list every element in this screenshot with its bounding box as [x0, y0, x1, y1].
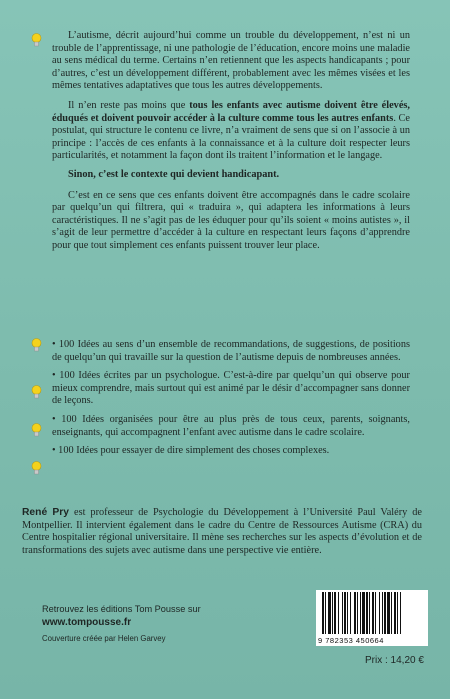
author-name: René Pry — [22, 507, 70, 518]
list-item: • 100 Idées pour essayer de dire simplement des choses complexes. — [52, 445, 330, 457]
lightbulb-icon — [31, 385, 42, 400]
intro-paragraph-4: C’est en ce sens que ces enfants doivent être accompagnés dans le cadre scolaire par quelqu’un qui filtrera, qui « traduira », qui adaptera les informations à leurs caractéristiques. Il ne s’agit pas de les éduquer pour qu’ils soient « moins autistes », il s’agit de leur permettre d’accéder à la culture en respectant leurs façons d’apprendre pour que tout simplement ces enfants puissent trouver leur place. — [52, 189, 410, 251]
list-item: • 100 Idées au sens d’un ensemble de recommandations, de suggestions, de positions de quelqu’un qui travaille sur la question de l’autisme depuis de nombreuses années. — [52, 339, 410, 363]
lightbulb-icon — [31, 33, 42, 48]
lightbulb-icon — [31, 461, 42, 476]
intro-paragraph-2-start: Il n’en reste pas moins que — [68, 99, 190, 111]
lightbulb-icon — [31, 423, 42, 438]
barcode-digits: 9 782353 450664 — [318, 636, 384, 645]
footer-retrouvez: Retrouvez les éditions Tom Pousse sur — [42, 604, 201, 614]
price: Prix : 14,20 € — [365, 655, 424, 666]
author-bio-text: est professeur de Psychologie du Développement à l’Université Paul Valéry de Montpellier. Il intervient également dans le cadre du Centre de Ressources Autisme (CRA) du Centre hospitalier régional universitaire. Il mène ses recherches sur les aspects d’évolution et de transformations des sujets avec autisme dans une perspective vie entière. — [22, 507, 422, 556]
idea-list — [52, 339, 410, 464]
intro-paragraph-2-end: . Ce postulat, qui structure le contenu ce livre, n’a vraiment de sens que si on l’associe à un principe : l’accès de ces enfants à la connaissance et à la culture doit respecter leurs particularités, et notamment la façon dont ils traitent l’information et le langage. — [52, 112, 410, 162]
cover-credit: Couverture créée par Helen Garvey — [42, 634, 166, 643]
author-bio — [22, 507, 422, 557]
intro-paragraph-3: Sinon, c’est le contexte qui devient handicapant. — [68, 168, 280, 180]
website-link[interactable]: www.tompousse.fr — [42, 617, 132, 628]
intro-paragraph-1: L’autisme, décrit aujourd’hui comme un trouble du développement, n’est ni un trouble de l’apprentissage, ni une pathologie de l’éducation, encore moins une maladie au sens médical du terme. Certains n’en retiennent que les aspects handicapants ; pour d’autres, c’est un développement différent, probablement avec les mêmes visées et les mêmes tentatives adaptatives que tous les autres développements. — [52, 30, 410, 92]
list-item: • 100 Idées organisées pour être au plus près de tous ceux, parents, soignants, enseignants, qui accompagnent l’enfant avec autisme dans le cadre scolaire. — [52, 413, 410, 438]
list-item: • 100 Idées écrites par un psychologue. C’est-à-dire par quelqu’un qui observe pour mieux comprendre, mais surtout qui est animé par le désir d’accompagner sans donner de leçons. — [52, 370, 410, 407]
barcode-bars — [318, 592, 426, 636]
intro-text — [52, 30, 410, 253]
intro-paragraph-2-bold: tous les enfants avec autisme doivent être élevés, éduqués et doivent pouvoir accéder à la culture comme tous les autres enfants — [52, 99, 410, 124]
barcode — [316, 590, 428, 646]
lightbulb-icon — [31, 338, 42, 353]
intro-paragraph-2 — [52, 100, 410, 163]
